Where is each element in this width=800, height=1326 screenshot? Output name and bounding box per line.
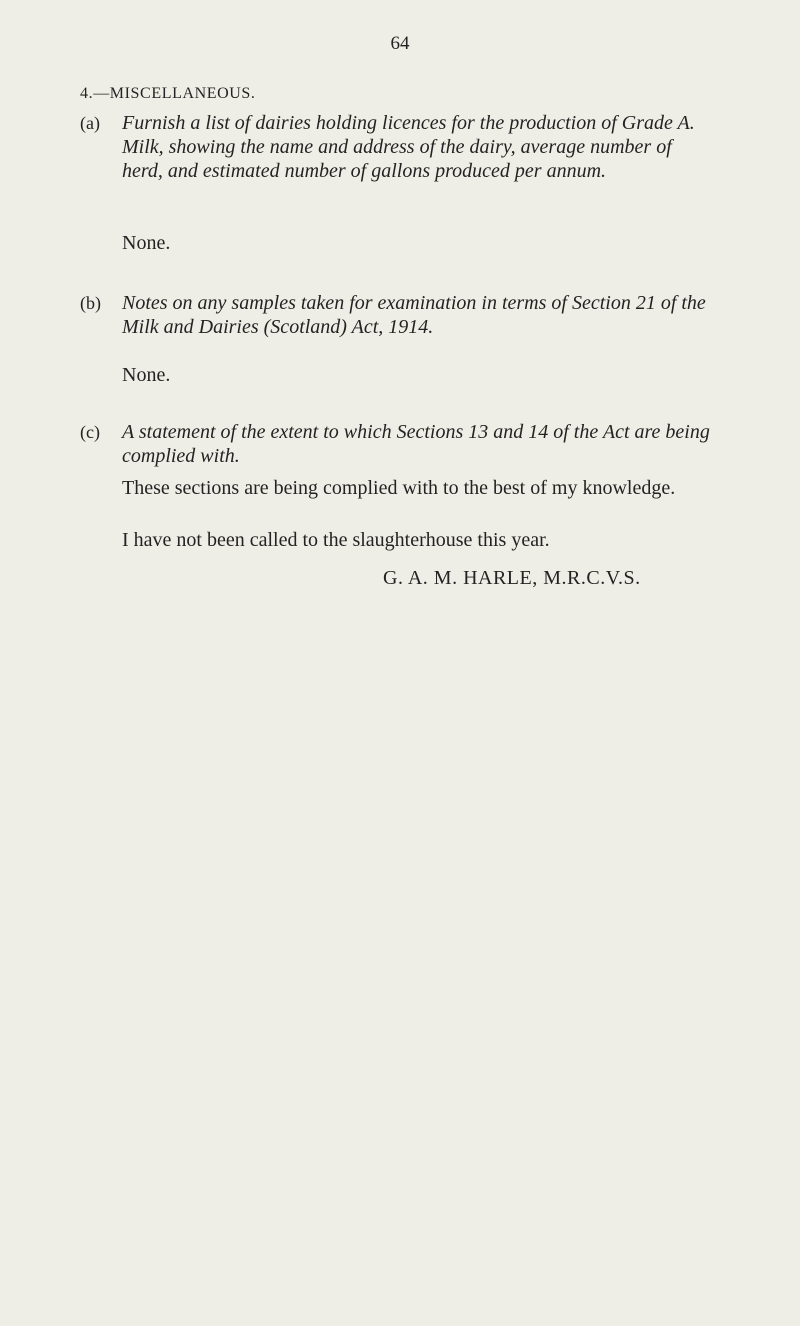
- slaughterhouse-paragraph: I have not been called to the slaughterhouse this year.: [122, 529, 550, 551]
- item-a-answer: None.: [122, 232, 171, 254]
- item-b: [80, 291, 730, 367]
- signature: G. A. M. HARLE, M.R.C.V.S.: [383, 567, 641, 589]
- item-a: [80, 111, 730, 211]
- item-b-answer: None.: [122, 364, 171, 386]
- page-number: 64: [390, 33, 410, 54]
- compliance-paragraph: These sections are being complied with to the best of my knowledge.: [122, 477, 676, 499]
- item-marker: (a): [80, 113, 100, 133]
- item-request-text: Furnish a list of dairies holding licences for the production of Grade A. Milk, showing the name and address of the dairy, average number of herd, and estimated number of gallons produced per annum.: [122, 112, 695, 182]
- item-marker: (b): [80, 293, 101, 313]
- item-marker: (c): [80, 422, 100, 442]
- section-heading: 4.—MISCELLANEOUS.: [80, 85, 256, 102]
- item-request-text: A statement of the extent to which Sections 13 and 14 of the Act are being complied with.: [122, 421, 710, 467]
- item-request-text: Notes on any samples taken for examination in terms of Section 21 of the Milk and Dairies (Scotland) Act, 1914.: [122, 292, 706, 338]
- item-c: [80, 420, 730, 472]
